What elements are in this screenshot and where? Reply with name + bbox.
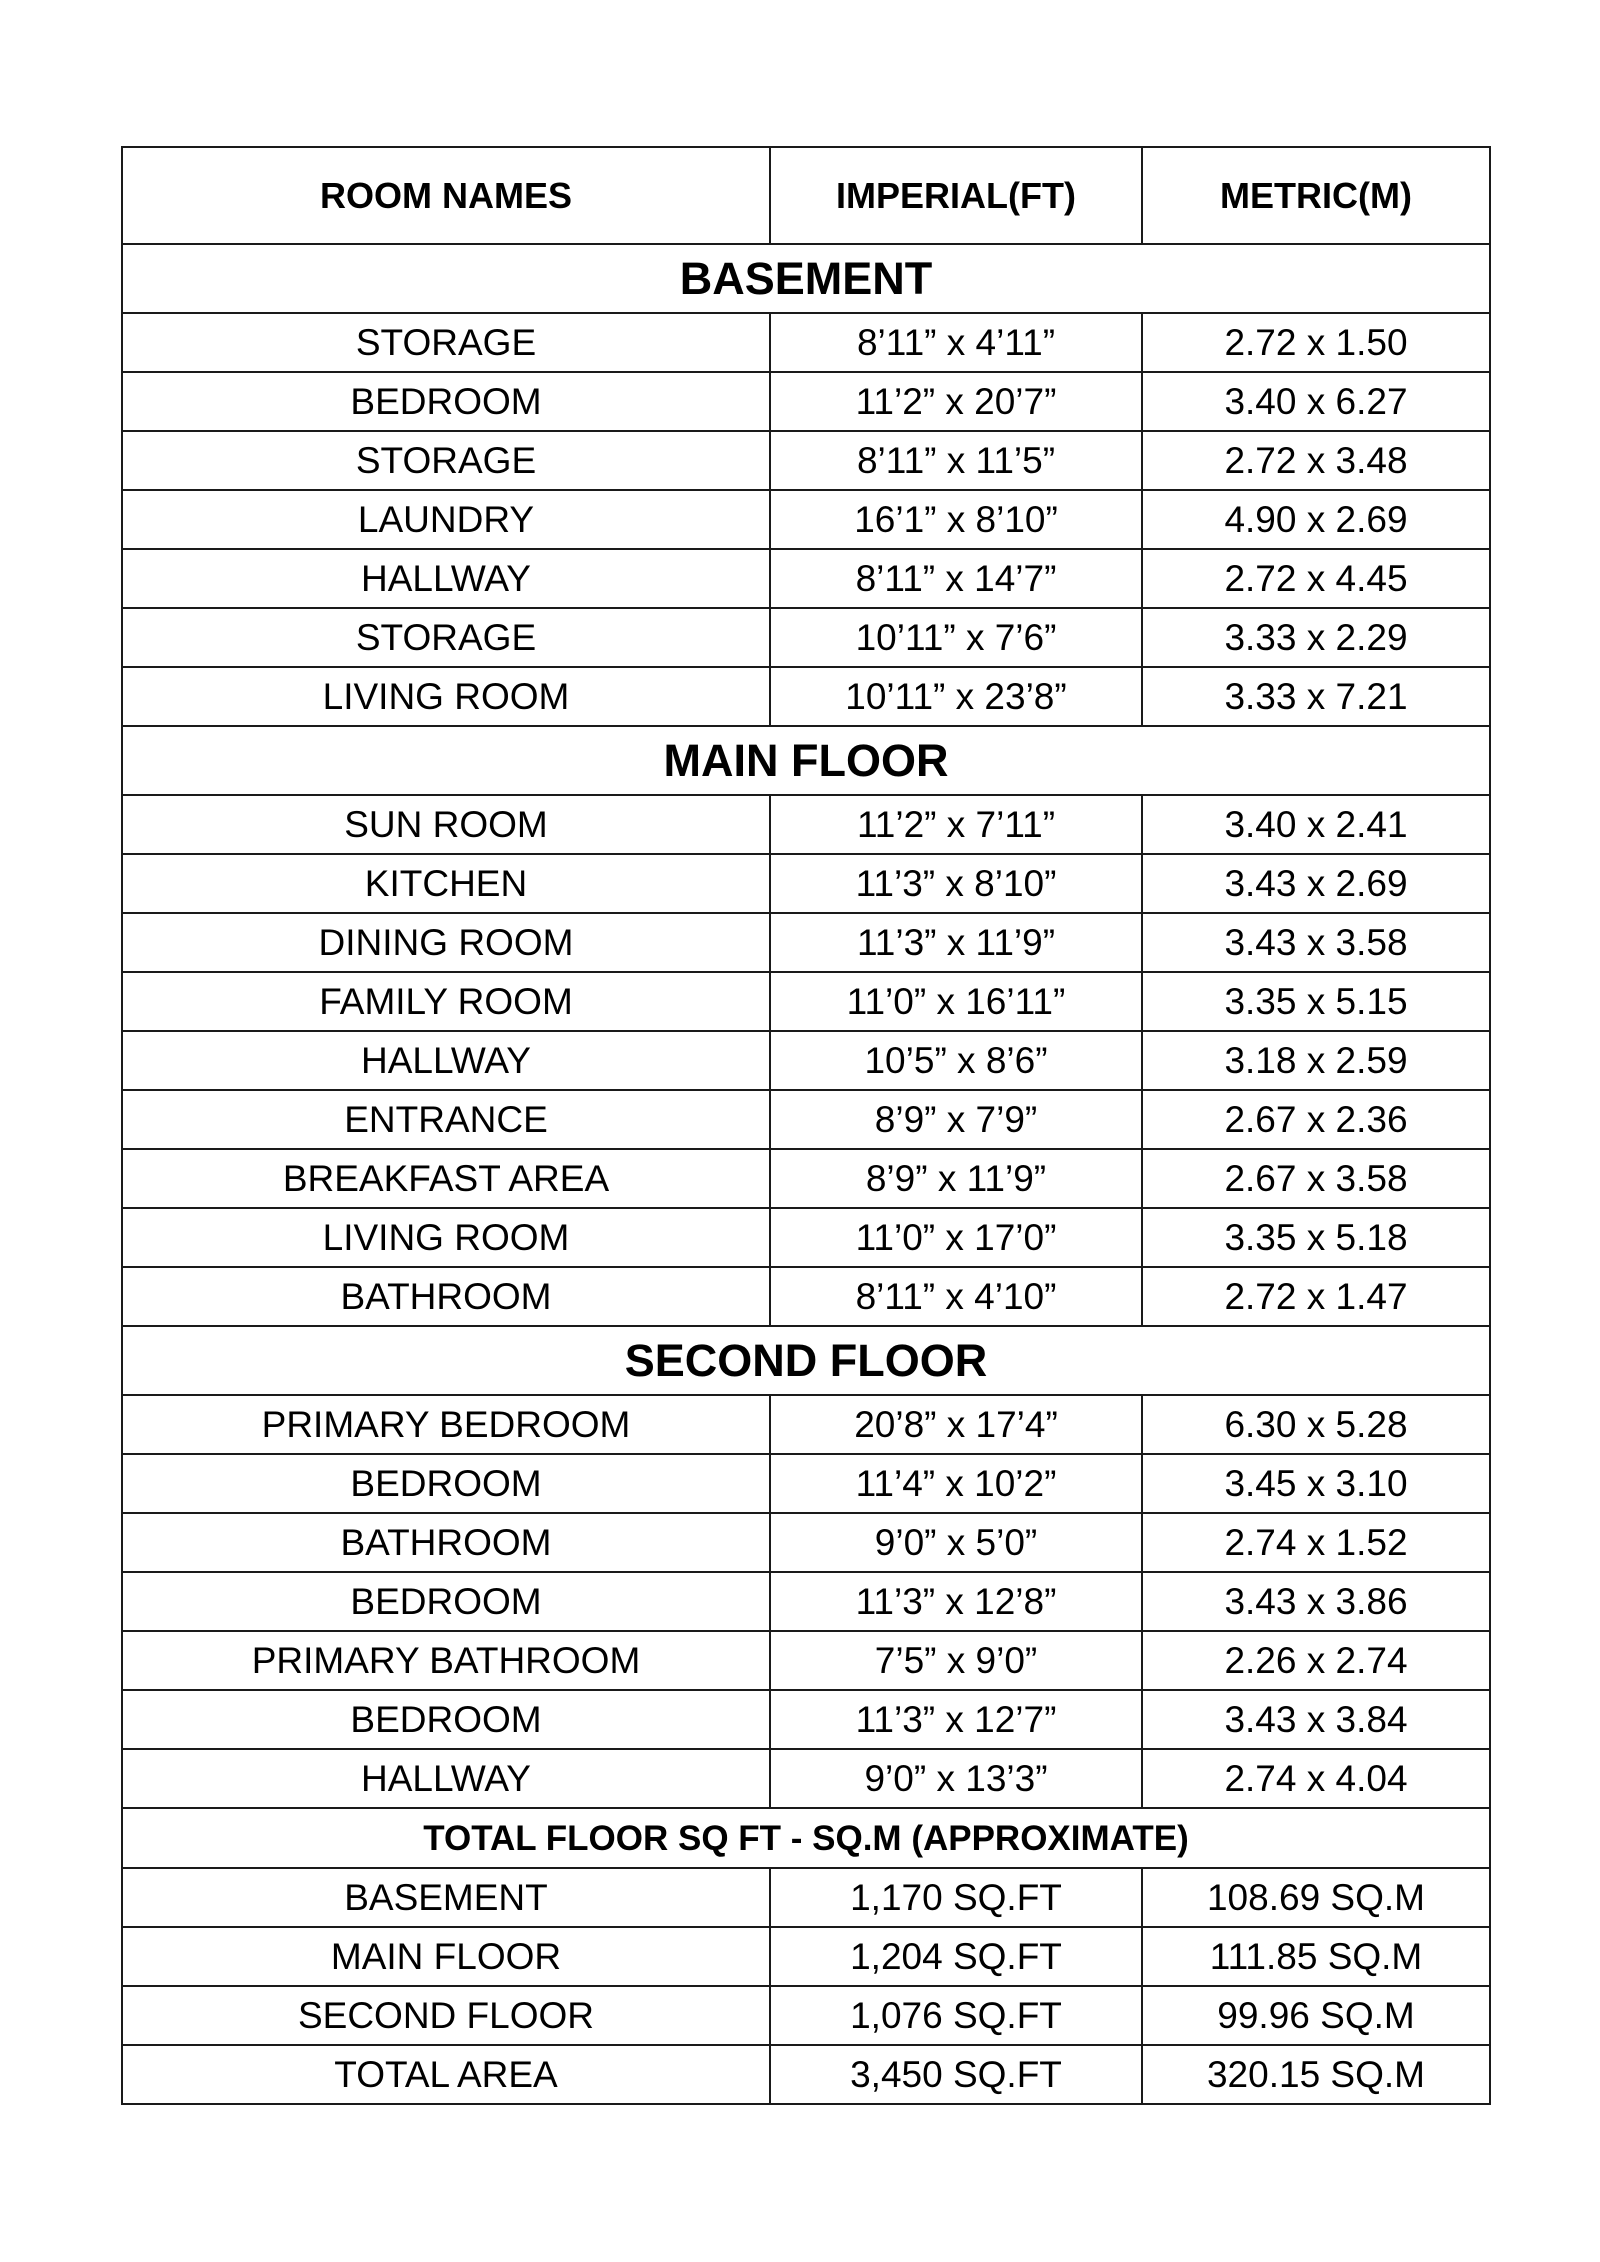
room-name-cell: BATHROOM bbox=[122, 1267, 770, 1326]
totals-header bbox=[122, 1808, 1490, 1868]
imperial-cell: 8’9” x 11’9” bbox=[770, 1149, 1142, 1208]
imperial-cell: 11’3” x 12’8” bbox=[770, 1572, 1142, 1631]
imperial-cell: 11’2” x 7’11” bbox=[770, 795, 1142, 854]
totals-row bbox=[122, 1868, 1490, 1927]
table-row bbox=[122, 1749, 1490, 1808]
room-dimensions-table bbox=[121, 146, 1491, 2105]
table-row bbox=[122, 608, 1490, 667]
room-name-cell: FAMILY ROOM bbox=[122, 972, 770, 1031]
table-row bbox=[122, 431, 1490, 490]
room-name-cell: ENTRANCE bbox=[122, 1090, 770, 1149]
metric-cell: 2.72 x 4.45 bbox=[1142, 549, 1490, 608]
room-name-cell: BEDROOM bbox=[122, 1572, 770, 1631]
room-dimensions-table-body bbox=[122, 147, 1490, 2104]
metric-cell: 3.43 x 3.58 bbox=[1142, 913, 1490, 972]
imperial-cell: 7’5” x 9’0” bbox=[770, 1631, 1142, 1690]
table-row bbox=[122, 1631, 1490, 1690]
header-metric: METRIC(M) bbox=[1142, 147, 1490, 244]
imperial-cell: 10’5” x 8’6” bbox=[770, 1031, 1142, 1090]
table-row bbox=[122, 667, 1490, 726]
header-room-names: ROOM NAMES bbox=[122, 147, 770, 244]
metric-cell: 3.40 x 2.41 bbox=[1142, 795, 1490, 854]
room-name-cell: STORAGE bbox=[122, 431, 770, 490]
imperial-cell: 16’1” x 8’10” bbox=[770, 490, 1142, 549]
room-name-cell: MAIN FLOOR bbox=[122, 1927, 770, 1986]
totals-header-title: TOTAL FLOOR SQ FT - SQ.M (APPROXIMATE) bbox=[122, 1808, 1490, 1868]
imperial-cell: 10’11” x 7’6” bbox=[770, 608, 1142, 667]
room-name-cell: HALLWAY bbox=[122, 1749, 770, 1808]
imperial-cell: 10’11” x 23’8” bbox=[770, 667, 1142, 726]
table-row bbox=[122, 1572, 1490, 1631]
totals-row bbox=[122, 2045, 1490, 2104]
metric-cell: 99.96 SQ.M bbox=[1142, 1986, 1490, 2045]
room-name-cell: STORAGE bbox=[122, 608, 770, 667]
table-row bbox=[122, 549, 1490, 608]
metric-cell: 3.18 x 2.59 bbox=[1142, 1031, 1490, 1090]
room-name-cell: DINING ROOM bbox=[122, 913, 770, 972]
imperial-cell: 11’0” x 16’11” bbox=[770, 972, 1142, 1031]
room-name-cell: KITCHEN bbox=[122, 854, 770, 913]
room-name-cell: BATHROOM bbox=[122, 1513, 770, 1572]
table-row bbox=[122, 1149, 1490, 1208]
metric-cell: 4.90 x 2.69 bbox=[1142, 490, 1490, 549]
metric-cell: 111.85 SQ.M bbox=[1142, 1927, 1490, 1986]
section-header-title: SECOND FLOOR bbox=[122, 1326, 1490, 1395]
metric-cell: 320.15 SQ.M bbox=[1142, 2045, 1490, 2104]
table-row bbox=[122, 1208, 1490, 1267]
metric-cell: 3.43 x 3.86 bbox=[1142, 1572, 1490, 1631]
section-header bbox=[122, 726, 1490, 795]
room-name-cell: LIVING ROOM bbox=[122, 1208, 770, 1267]
header-row bbox=[122, 147, 1490, 244]
imperial-cell: 11’4” x 10’2” bbox=[770, 1454, 1142, 1513]
room-name-cell: BEDROOM bbox=[122, 1454, 770, 1513]
room-name-cell: TOTAL AREA bbox=[122, 2045, 770, 2104]
room-name-cell: PRIMARY BATHROOM bbox=[122, 1631, 770, 1690]
metric-cell: 2.72 x 1.50 bbox=[1142, 313, 1490, 372]
metric-cell: 2.67 x 3.58 bbox=[1142, 1149, 1490, 1208]
imperial-cell: 11’0” x 17’0” bbox=[770, 1208, 1142, 1267]
header-imperial: IMPERIAL(FT) bbox=[770, 147, 1142, 244]
table-row bbox=[122, 490, 1490, 549]
table-row bbox=[122, 1395, 1490, 1454]
imperial-cell: 1,076 SQ.FT bbox=[770, 1986, 1142, 2045]
imperial-cell: 1,170 SQ.FT bbox=[770, 1868, 1142, 1927]
imperial-cell: 8’9” x 7’9” bbox=[770, 1090, 1142, 1149]
section-header-title: BASEMENT bbox=[122, 244, 1490, 313]
room-name-cell: BREAKFAST AREA bbox=[122, 1149, 770, 1208]
table-row bbox=[122, 795, 1490, 854]
imperial-cell: 11’3” x 8’10” bbox=[770, 854, 1142, 913]
imperial-cell: 11’3” x 12’7” bbox=[770, 1690, 1142, 1749]
totals-row bbox=[122, 1986, 1490, 2045]
metric-cell: 3.33 x 7.21 bbox=[1142, 667, 1490, 726]
room-name-cell: BASEMENT bbox=[122, 1868, 770, 1927]
metric-cell: 6.30 x 5.28 bbox=[1142, 1395, 1490, 1454]
totals-row bbox=[122, 1927, 1490, 1986]
room-name-cell: LIVING ROOM bbox=[122, 667, 770, 726]
metric-cell: 3.33 x 2.29 bbox=[1142, 608, 1490, 667]
metric-cell: 108.69 SQ.M bbox=[1142, 1868, 1490, 1927]
imperial-cell: 11’3” x 11’9” bbox=[770, 913, 1142, 972]
room-name-cell: HALLWAY bbox=[122, 549, 770, 608]
table-row bbox=[122, 313, 1490, 372]
room-name-cell: SECOND FLOOR bbox=[122, 1986, 770, 2045]
imperial-cell: 9’0” x 5’0” bbox=[770, 1513, 1142, 1572]
section-header bbox=[122, 244, 1490, 313]
imperial-cell: 11’2” x 20’7” bbox=[770, 372, 1142, 431]
imperial-cell: 3,450 SQ.FT bbox=[770, 2045, 1142, 2104]
table-row bbox=[122, 1031, 1490, 1090]
metric-cell: 3.43 x 2.69 bbox=[1142, 854, 1490, 913]
metric-cell: 2.74 x 1.52 bbox=[1142, 1513, 1490, 1572]
table-row bbox=[122, 1513, 1490, 1572]
imperial-cell: 8’11” x 4’11” bbox=[770, 313, 1142, 372]
room-name-cell: STORAGE bbox=[122, 313, 770, 372]
imperial-cell: 1,204 SQ.FT bbox=[770, 1927, 1142, 1986]
metric-cell: 3.35 x 5.18 bbox=[1142, 1208, 1490, 1267]
metric-cell: 2.72 x 1.47 bbox=[1142, 1267, 1490, 1326]
room-name-cell: BEDROOM bbox=[122, 1690, 770, 1749]
table-row bbox=[122, 972, 1490, 1031]
imperial-cell: 8’11” x 4’10” bbox=[770, 1267, 1142, 1326]
room-name-cell: SUN ROOM bbox=[122, 795, 770, 854]
table-row bbox=[122, 1690, 1490, 1749]
room-name-cell: HALLWAY bbox=[122, 1031, 770, 1090]
metric-cell: 2.72 x 3.48 bbox=[1142, 431, 1490, 490]
table-row bbox=[122, 1454, 1490, 1513]
section-header-title: MAIN FLOOR bbox=[122, 726, 1490, 795]
room-name-cell: PRIMARY BEDROOM bbox=[122, 1395, 770, 1454]
room-name-cell: BEDROOM bbox=[122, 372, 770, 431]
metric-cell: 2.26 x 2.74 bbox=[1142, 1631, 1490, 1690]
table-row bbox=[122, 1267, 1490, 1326]
metric-cell: 3.35 x 5.15 bbox=[1142, 972, 1490, 1031]
imperial-cell: 8’11” x 14’7” bbox=[770, 549, 1142, 608]
table-row bbox=[122, 854, 1490, 913]
metric-cell: 3.45 x 3.10 bbox=[1142, 1454, 1490, 1513]
table-row bbox=[122, 1090, 1490, 1149]
imperial-cell: 8’11” x 11’5” bbox=[770, 431, 1142, 490]
imperial-cell: 9’0” x 13’3” bbox=[770, 1749, 1142, 1808]
room-name-cell: LAUNDRY bbox=[122, 490, 770, 549]
metric-cell: 2.74 x 4.04 bbox=[1142, 1749, 1490, 1808]
section-header bbox=[122, 1326, 1490, 1395]
imperial-cell: 20’8” x 17’4” bbox=[770, 1395, 1142, 1454]
metric-cell: 3.43 x 3.84 bbox=[1142, 1690, 1490, 1749]
metric-cell: 3.40 x 6.27 bbox=[1142, 372, 1490, 431]
table-row bbox=[122, 913, 1490, 972]
table-row bbox=[122, 372, 1490, 431]
metric-cell: 2.67 x 2.36 bbox=[1142, 1090, 1490, 1149]
